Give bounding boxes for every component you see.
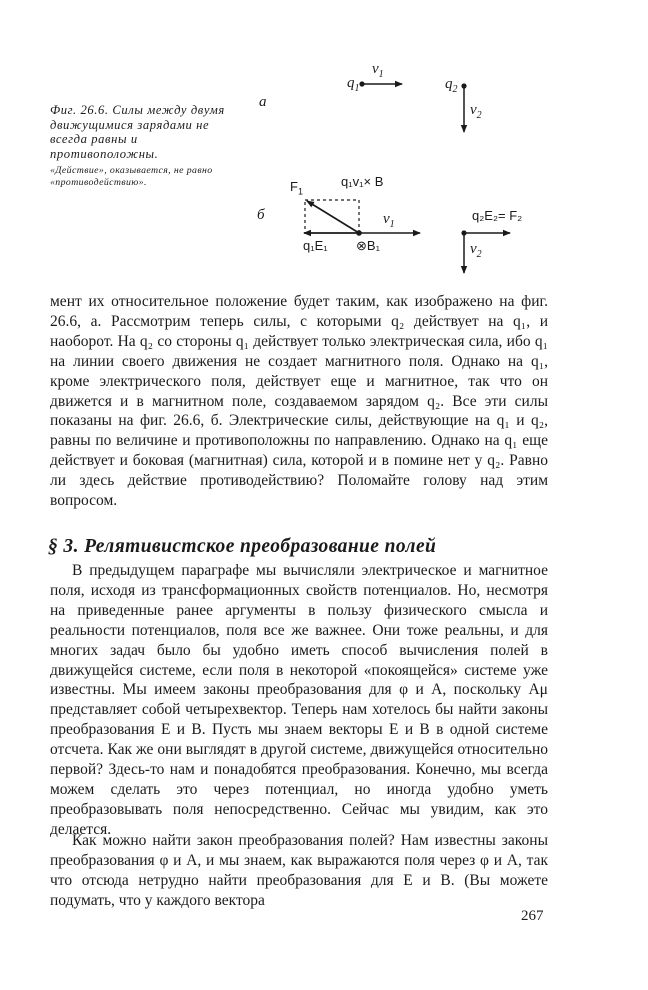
label-v1-a-main: v (372, 61, 379, 77)
label-q1-a-sub: 1 (354, 83, 360, 94)
charge-q2-b (461, 230, 466, 235)
label-v1-a-sub: 1 (378, 69, 384, 80)
panel-b-label: б (257, 207, 265, 223)
label-v2-b (470, 241, 482, 260)
label-q2-a-main: q (445, 76, 453, 92)
label-v1-b-main: v (383, 211, 390, 227)
label-q1v1xB: q₁v₁× B (341, 174, 384, 189)
charge-q2-a (461, 83, 466, 88)
label-q1-a-main: q (347, 75, 355, 91)
label-F1-main: F (290, 179, 298, 194)
panel-a-label: а (259, 94, 267, 110)
label-F1-sub: 1 (297, 186, 303, 197)
figure-26-6 (240, 55, 560, 285)
paragraph-transform-intro: В предыдущем параграфе мы вычисляли электрическое и магнитное поля, исходя из трансформационных свойств потенциалов. Но, несмотря на приведенные ранее аргументы в пользу физического смысла и реальности потенциалов, поля все же важнее. Они тоже реальны, и для многих задач было бы удобно иметь способ вычисления полей в движущейся системе, если поля в некоторой «покоящейся» системе уже известны. Мы имеем законы преобразования для φ и A, поскольку Aμ представляет собой четырехвектор. Теперь нам хотелось бы найти законы преобразования E и B. Пусть мы знаем векторы E и B в одной системе отсчета. Как же они выглядят в другой системе, движущейся относительно первой? Здесь-то нам и понадобятся преобразования. Конечно, мы всегда можем сделать это через потенциал, но иногда удобно уметь преобразовывать поля непосредственно. Сейчас мы увидим, как это делается. (50, 562, 548, 838)
label-q2-a (445, 76, 458, 95)
label-v2-a (470, 102, 482, 121)
charge-q1-a (359, 81, 364, 86)
label-q1E1: q₁E₁ (303, 238, 328, 253)
paragraph-forces: мент их относительное положение будет таким, как изображено на фиг. 26.6, а. Рассмотрим теперь силы, с которыми q₂ действует на q₁, и наоборот. На q₂ со стороны q₁ действует только электрическая сила, ибо q₁ на линии своего движения не создает магнитного поля. Однако на q₁, кроме электрического поля, действует еще и магнитное, так что он движется и в магнитном поле, создаваемом зарядом q₂. Все эти силы показаны на фиг. 26.6, б. Электрические силы, действующие на q₁ и q₂, равны по величине и противоположны по направлению. Однако на q₁ еще действует и боковая (магнитная) сила, которой и в помине нет у q₂. Равно ли здесь действие противодействию? Поломайте голову над этим вопросом. (50, 293, 548, 510)
label-v2-b-main: v (470, 241, 477, 257)
figure-diagram (240, 55, 560, 285)
label-q2E2-F2: q₂E₂= F₂ (472, 208, 523, 223)
label-v2-a-main: v (470, 102, 477, 118)
label-v1-b (383, 211, 395, 230)
label-v2-b-sub: 2 (476, 249, 482, 260)
label-v1-a (372, 61, 384, 80)
label-q1-a (347, 75, 360, 94)
force-F1-arrow (307, 201, 359, 233)
caption-title: Фиг. 26.6. Силы между двумя движущимися зарядами не всегда равны и противоположны. (50, 103, 225, 161)
figure-caption (50, 103, 246, 189)
section-title: § 3. Релятивистское преобразование полей (48, 536, 437, 557)
label-v1-b-sub: 1 (389, 219, 395, 230)
label-B1: ⊗B₁ (356, 238, 380, 253)
label-v2-a-sub: 2 (476, 110, 482, 121)
label-F1 (290, 179, 303, 197)
charge-q1-b (356, 230, 362, 236)
label-q2-a-sub: 2 (452, 84, 458, 95)
page-number: 267 (521, 908, 544, 924)
caption-note: «Действие», оказывается, не равно «противодействию». (50, 165, 213, 189)
paragraph-transform-method: Как можно найти закон преобразования полей? Нам известны законы преобразования φ и A, и мы знаем, как выражаются поля через φ и A, так что отсюда нетрудно найти преобразования для E и B. (Вы можете подумать, что у каждого вектора (50, 832, 548, 909)
